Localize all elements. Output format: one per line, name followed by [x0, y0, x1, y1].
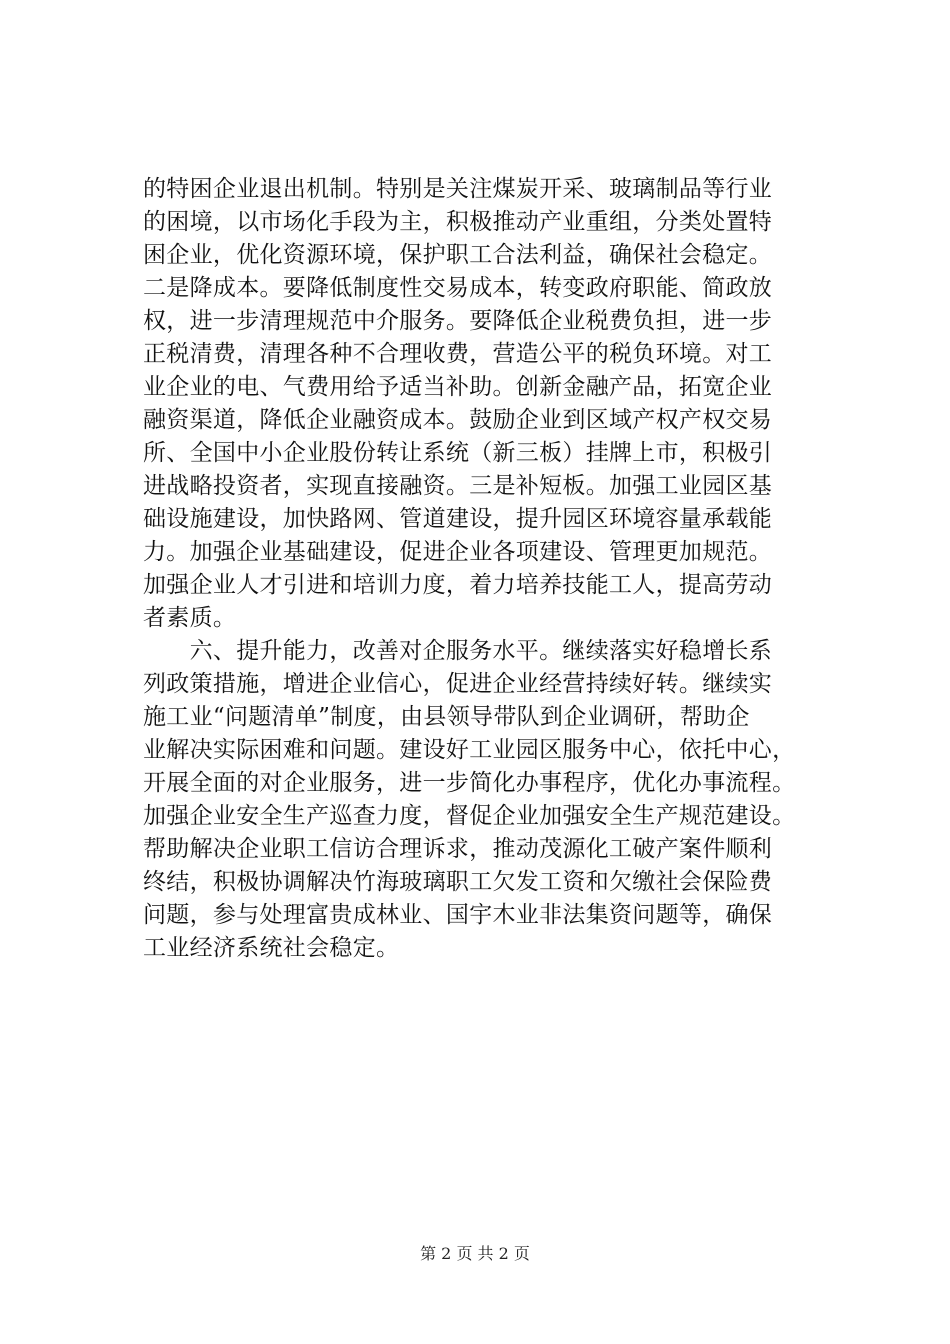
text-line: 所、全国中小企业股份转让系统（新三板）挂牌上市，积极引	[143, 440, 773, 466]
text-line: 进战略投资者，实现直接融资。三是补短板。加强工业园区基	[143, 473, 773, 499]
text-line: 问题，参与处理富贵成林业、国宇木业非法集资问题等，确保	[143, 902, 773, 928]
page-number-footer: 第 2 页 共 2 页	[420, 1244, 530, 1263]
text-line: 业解决实际困难和问题。建设好工业园区服务中心，依托中心，	[143, 737, 796, 763]
text-line: 加强企业安全生产巡查力度，督促企业加强安全生产规范建设。	[143, 803, 796, 829]
text-line: 困企业，优化资源环境，保护职工合法利益，确保社会稳定。	[143, 242, 773, 268]
text-line: 正税清费，清理各种不合理收费，营造公平的税负环境。对工	[143, 341, 773, 367]
body-text	[143, 173, 823, 965]
text-line: 六、提升能力，改善对企服务水平。继续落实好稳增长系	[143, 638, 773, 664]
text-line: 权，进一步清理规范中介服务。要降低企业税费负担，进一步	[143, 308, 773, 334]
text-line: 的困境，以市场化手段为主，积极推动产业重组，分类处置特	[143, 209, 773, 235]
text-line: 开展全面的对企业服务，进一步简化办事程序，优化办事流程。	[143, 770, 796, 796]
text-line: 帮助解决企业职工信访合理诉求，推动茂源化工破产案件顺利	[143, 836, 773, 862]
text-line: 力。加强企业基础建设，促进企业各项建设、管理更加规范。	[143, 539, 773, 565]
text-line: 融资渠道，降低企业融资成本。鼓励企业到区域产权产权交易	[143, 407, 773, 433]
text-line: 终结，积极协调解决竹海玻璃职工欠发工资和欠缴社会保险费	[143, 869, 773, 895]
text-line: 的特困企业退出机制。特别是关注煤炭开采、玻璃制品等行业	[143, 176, 773, 202]
text-line: 业企业的电、气费用给予适当补助。创新金融产品，拓宽企业	[143, 374, 773, 400]
text-line: 础设施建设，加快路网、管道建设，提升园区环境容量承载能	[143, 506, 773, 532]
text-line: 列政策措施，增进企业信心，促进企业经营持续好转。继续实	[143, 671, 773, 697]
text-line: 二是降成本。要降低制度性交易成本，转变政府职能、简政放	[143, 275, 773, 301]
text-line: 者素质。	[143, 605, 237, 631]
text-line: 加强企业人才引进和培训力度，着力培养技能工人，提高劳动	[143, 572, 773, 598]
text-line: 工业经济系统社会稳定。	[143, 935, 400, 961]
text-line: 施工业“问题清单”制度，由县领导带队到企业调研，帮助企	[143, 704, 750, 730]
